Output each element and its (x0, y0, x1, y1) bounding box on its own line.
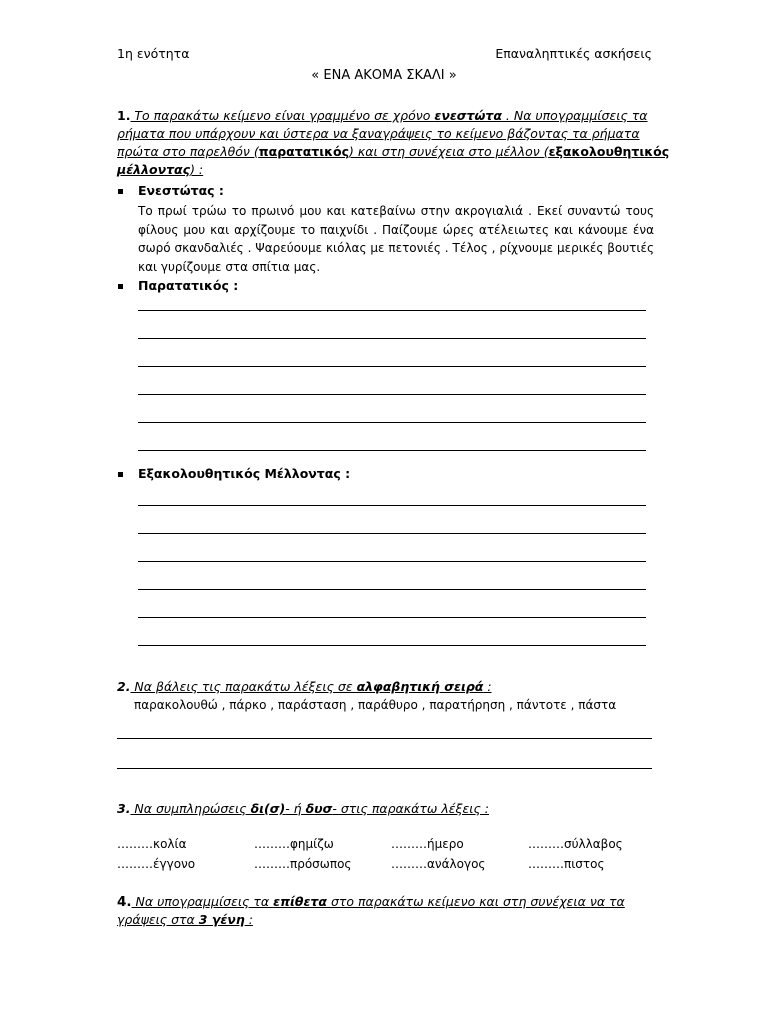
fill-word[interactable]: ………κολία (117, 837, 187, 851)
unit-label: 1η ενότητα (117, 46, 190, 61)
answer-line[interactable] (138, 505, 646, 506)
answer-line[interactable] (138, 645, 646, 646)
answer-line[interactable] (138, 310, 646, 311)
answer-line[interactable] (138, 338, 646, 339)
q4-number: 4. (117, 894, 132, 910)
answer-line[interactable] (117, 738, 652, 739)
answer-line[interactable] (138, 394, 646, 395)
fill-word[interactable]: ………έγγονο (117, 857, 196, 871)
fill-word[interactable]: ………ήμερο (391, 837, 464, 851)
bullet-icon (118, 189, 123, 194)
fill-word[interactable]: ………πιστος (528, 857, 605, 871)
future-tense-label: Εξακολουθητικός Μέλλοντας : (138, 466, 351, 481)
imperfect-tense-label: Παρατατικός : (138, 278, 239, 293)
answer-line[interactable] (138, 561, 646, 562)
q2-number: 2. (117, 679, 131, 694)
q2-word-list: παρακολουθώ , πάρκο , παράσταση , παράθυρο , παρατήρηση , πάντοτε , πάστα (134, 698, 617, 712)
answer-line[interactable] (138, 617, 646, 618)
answer-line[interactable] (138, 366, 646, 367)
answer-line[interactable] (117, 768, 652, 769)
answer-line[interactable] (138, 533, 646, 534)
q1-number: 1. (117, 108, 131, 123)
present-tense-label: Ενεστώτας : (138, 183, 224, 198)
fill-word[interactable]: ………πρόσωπος (254, 857, 352, 871)
answer-line[interactable] (138, 450, 646, 451)
q1-prompt: 1. Το παρακάτω κείμενο είναι γραμμένο σε χρόνο ενεστώτα . Να υπογραμμίσεις τα ρήματα που υπάρχουν και ύστερα να ξαναγράψεις το κείμενο βάζοντας τα ρήματα πρώτα στο παρελθόν (παρατατικός) και στη συνέχεια στο μέλλον (εξακολουθητικός μέλλοντας) : (117, 108, 670, 177)
exercise-type-label: Επαναληπτικές ασκήσεις (495, 46, 652, 61)
q4-prompt: 4. Να υπογραμμίσεις τα επίθετα στο παρακάτω κείμενο και στη συνέχεια να τα γράψεις στα 3 γένη : (117, 894, 625, 927)
fill-word[interactable]: ………φημίζω (254, 837, 334, 851)
bullet-icon (118, 472, 123, 477)
q2-prompt: 2. Να βάλεις τις παρακάτω λέξεις σε αλφαβητική σειρά : (117, 679, 492, 694)
bullet-icon (118, 284, 123, 289)
page-title: « ΕΝΑ ΑΚΟΜΑ ΣΚΑΛΙ » (311, 68, 457, 83)
present-tense-text: Το πρωί τρώω το πρωινό μου και κατεβαίνω στην ακρογιαλιά . Εκεί συναντώ τους φίλους μου και αρχίζουμε το παιχνίδι . Παίζουμε ώρες ατέλειωτες και κάνουμε ένα σωρό σκανδαλιές . Ψαρεύουμε κιόλας με πετονιές . Τέλος , ρίχνουμε μερικές βουτιές και γυρίζουμε στα σπίτια μας. (138, 204, 654, 274)
fill-word[interactable]: ………ανάλογος (391, 857, 486, 871)
q3-number: 3. (117, 801, 131, 816)
fill-word[interactable]: ………σύλλαβος (528, 837, 623, 851)
answer-line[interactable] (138, 422, 646, 423)
answer-line[interactable] (138, 589, 646, 590)
q3-prompt: 3. Να συμπληρώσεις δι(σ)- ή δυσ- στις παρακάτω λέξεις : (117, 801, 489, 816)
